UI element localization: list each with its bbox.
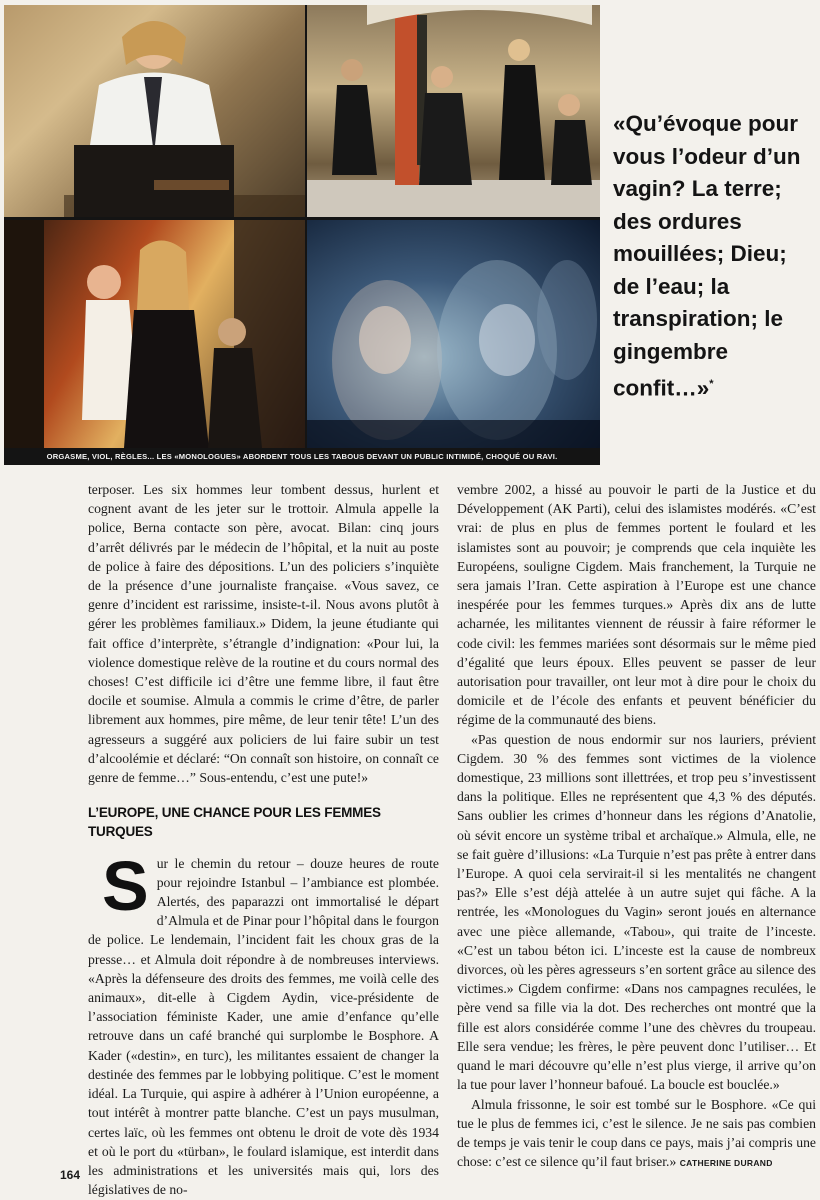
article-paragraph-text: ur le chemin du retour – douze heures de route pour rejoindre Istanbul – l’ambiance est plombée. Alertés, des paparazzi ont immortalisé le départ d’Almula et de Pinar pour l’hôpital dans le fourgon de police. Le lendemain, l’incident fait les choux gras de la presse… et Almula doit répondre à de nombreuses interviews. «Après la défenseure des droits des femmes, me voilà celle des animaux», dit-elle à Cigdem Aydin, vice-présidente de l’association féministe Kader, une amie d’enfance qu’elle retrouve dans un café branché qui surplombe le Bosphore. A Kader («destin», en turc), les militantes essaient de changer la destinée des femmes par le lobbying politique. C’est le moment idéal. La Turquie, qui aspire à adhérer à l’Union européenne, a tout intérêt à montrer patte blanche. C’est un pays musulman, certes laïc, où les femmes ont obtenu le droit de vote dès 1934 et où le port du «türban», le foulard islamique, est interdit dans les administrations et les universités mais qui, lors des législatives de no- [88, 855, 439, 1198]
author-signature: CATHERINE DURAND [679, 1158, 773, 1169]
article-paragraph: «Pas question de nous endormir sur nos lauriers, prévient Cigdem. 30 % des femmes sont victimes de la violence domestique, 23 millions sont illettrées, et trop peu s’investissent dans la politique. Elles ne représentent que 4,3 % des députés. Sans oublier les crimes d’honneur dans les régions d’Anatolie, où sévit encore un système tribal et archaïque.» Almula, elle, ne se fait guère d’illusions: «La Turquie n’est pas prête à entrer dans l’Europe. A quoi cela servirait-il si les mentalités ne changent pas?» Elle s’est déjà attelée à un autre sujet qui fâche. A la rentrée, les «Monologues du Vagin» seront joués en alternance avec une pièce allemande, «Tabou», qui traite de l’inceste. «C’est un tabou béton ici. L’inceste est la cause de nombreux divorces, où les pères agresseurs s’en sortent grâce au silence des victimes.» Cigdem confirme: «Dans nos campagnes reculées, le père vend sa fille via la dot. Des recherches ont montré que la fille est alors considérée comme l’une des chèvres du troupeau. Elle sera vendue; les frères, le père peuvent donc l’utiliser… Et quand le mari découvre qu’elle n’est plus vierge, il arrive qu’on la tue pour laver l’honneur bafoué. La boucle est bouclée.» [457, 731, 816, 1093]
page-number: 164 [60, 1168, 81, 1182]
photo-two-actresses [4, 220, 305, 448]
article-paragraph [457, 1095, 816, 1174]
drop-cap: S [102, 846, 149, 925]
photo-blurred-performers [307, 220, 600, 448]
photo-stage-performers [307, 5, 600, 217]
article-column-right [457, 480, 816, 1173]
article-paragraph-text: Almula frissonne, le soir est tombé sur le Bosphore. «Ce qui tue le plus de femmes ici, c’est le silence. Je ne sais pas combien de temps je vais tenir le coup dans ce pays, mais j’ai compris une chose: c’est ce silence qu’il faut briser.» [457, 1096, 816, 1170]
pull-quote-text: «Qu’évoque pour vous l’odeur d’un vagin? La terre; des ordures mouillées; Dieu; de l’eau; la transpiration; le gingembre confit…» [613, 111, 801, 401]
article-paragraph [88, 846, 439, 1200]
photo-actress-leaning-on-chair [4, 5, 305, 217]
section-subheading: L’EUROPE, UNE CHANCE POUR LES FEMMES TURQUES [88, 805, 381, 840]
article-column-left [88, 480, 439, 1199]
photo-collage [4, 5, 600, 465]
article-paragraph: vembre 2002, a hissé au pouvoir le parti de la Justice et du Développement (AK Parti), celui des islamistes modérés. «C’est vrai: de plus en plus de femmes portent le foulard et les islamistes sont au pouvoir; je comprends que cela inquiète les Européens, souligne Cigdem. Mais franchement, la Turquie ne sera jamais l’Iran. Cette aspiration à l’Europe est une chance inespérée pour les femmes turques.» Après dix ans de lutte acharnée, les militantes viennent de réussir à faire réformer le code civil: les femmes mariées sont désormais sur le même pied d’égalité que leurs époux. Elles peuvent se passer de leur autorisation pour travailler, ont leur mot à dire pour le choix du domicile et de l’école des enfants et peuvent bénéficier du régime de la communauté des biens. [457, 482, 816, 728]
article-paragraph: terposer. Les six hommes leur tombent dessus, hurlent et cognent avant de les jeter sur le trottoir. Almula appelle la police, Berna contacte son père, avocat. Bilan: cinq jours d’arrêt délivrés par le médecin de l’hôpital, et la nuit au poste de police à faire des dépositions. L’un des policiers s’inquiète de la présence d’une journaliste française. «Vous savez, ce genre d’incident est rarissime, insiste-t-il. Nous avons plutôt à gérer les problèmes familiaux.» Didem, la jeune étudiante qui fait office d’interprète, s’étrangle d’indignation: «Pour lui, la violence domestique relève de la routine et du cours normal des choses! C’est difficile ici d’être une femme libre, il faut être docile et soumise. Almula a commis le crime d’être, de parler librement aux hommes, pire même, de leur tenir tête! L’un des agresseurs a suggéré aux policiers de lui faire subir un test d’alcoolémie et déclaré: “On connaît son histoire, on connaît ce genre de femme…” Sous-entendu, c’est une pute!» [88, 482, 439, 786]
footnote-mark: * [709, 378, 714, 390]
photo-caption: ORGASME, VIOL, RÈGLES... LES «MONOLOGUES» ABORDENT TOUS LES TABOUS DEVANT UN PUBLIC INTIMIDÉ, CHOQUÉ OU RAVI. [4, 448, 600, 465]
pull-quote [613, 108, 809, 405]
